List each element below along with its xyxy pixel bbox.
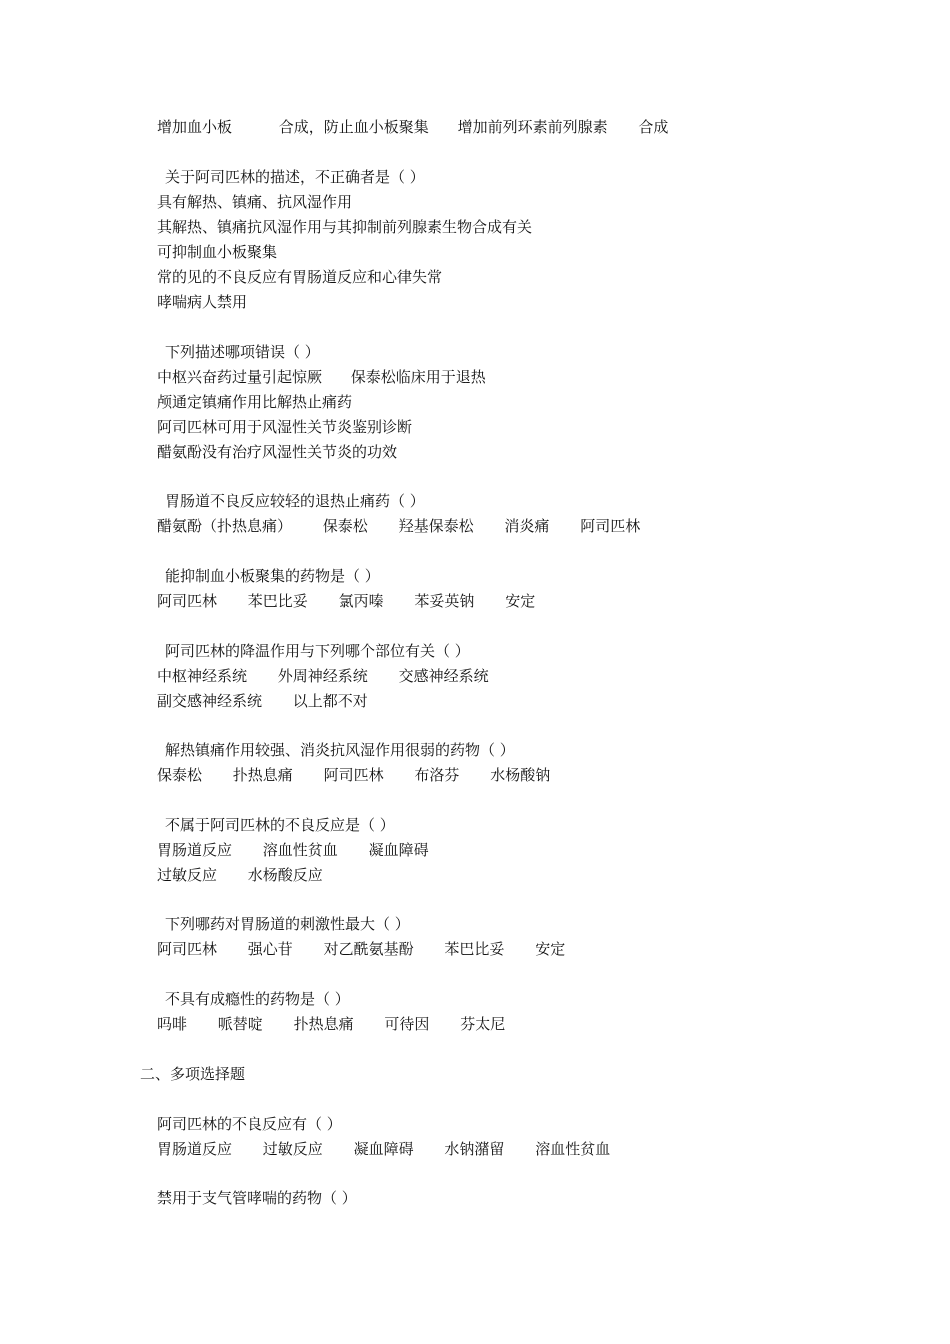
option-line [157, 516, 640, 536]
option-line: 具有解热、镇痛、抗风湿作用 [157, 193, 353, 211]
option-text: 强心苷 [247, 940, 293, 958]
option-text: 氯丙嗪 [338, 592, 384, 610]
question-stem: 阿司匹林的不良反应有（ ） [157, 1115, 342, 1133]
option-line: 颅通定镇痛作用比解热止痛药 [157, 393, 353, 411]
option-text: 水杨酸钠 [490, 766, 551, 784]
option-text: 保泰松 [322, 517, 368, 535]
option-line [157, 666, 489, 686]
option-text: 阿司匹林 [323, 766, 384, 784]
option-text: 哌替啶 [217, 1015, 263, 1033]
option-text: 胃肠道反应 [157, 1140, 233, 1158]
option-text: 交感神经系统 [398, 667, 489, 685]
option-text: 苯妥英钠 [414, 592, 475, 610]
question-stem: 下列描述哪项错误（ ） [165, 343, 320, 361]
option-text: 消炎痛 [504, 517, 550, 535]
option-text: 溶血性贫血 [262, 841, 338, 859]
option-text: 保泰松 [157, 766, 203, 784]
option-text: 过敏反应 [262, 1140, 323, 1158]
option-line [157, 591, 535, 611]
option-text: 苯巴比妥 [444, 940, 505, 958]
option-text: 胃肠道反应 [157, 841, 233, 859]
option-text: 中枢神经系统 [157, 667, 248, 685]
option-line [157, 865, 323, 885]
option-line: 阿司匹林可用于风湿性关节炎鉴别诊断 [157, 418, 413, 436]
option-text: 苯巴比妥 [247, 592, 308, 610]
option-text: 以上都不对 [292, 692, 368, 710]
question-stem: 阿司匹林的降温作用与下列哪个部位有关（ ） [165, 642, 470, 660]
option-line [157, 1139, 610, 1159]
option-line [157, 1014, 505, 1034]
option-text: 增加血小板 [157, 118, 233, 136]
question-stem: 禁用于支气管哮喘的药物（ ） [157, 1189, 357, 1207]
option-text: 外周神经系统 [277, 667, 368, 685]
option-text: 凝血障碍 [368, 841, 429, 859]
option-line [157, 367, 486, 387]
question-stem: 不属于阿司匹林的不良反应是（ ） [165, 816, 395, 834]
option-text: 芬太尼 [460, 1015, 506, 1033]
option-text: 副交感神经系统 [157, 692, 263, 710]
option-text: 凝血障碍 [353, 1140, 414, 1158]
option-text: 吗啡 [157, 1015, 188, 1033]
option-text: 合成 [638, 118, 669, 136]
question-stem: 关于阿司匹林的描述，不正确者是（ ） [165, 168, 425, 186]
option-text: 安定 [505, 592, 536, 610]
option-text: 中枢兴奋药过量引起惊厥 [157, 368, 323, 386]
option-line: 哮喘病人禁用 [157, 293, 248, 311]
question-stem: 下列哪药对胃肠道的刺激性最大（ ） [165, 915, 410, 933]
option-text: 扑热息痛 [232, 766, 293, 784]
option-text: 增加前列环素前列腺素 [457, 118, 608, 136]
option-text: 过敏反应 [157, 866, 218, 884]
option-line: 常的见的不良反应有胃肠道反应和心律失常 [157, 268, 443, 286]
option-text: 扑热息痛 [293, 1015, 354, 1033]
option-text: 布洛芬 [414, 766, 460, 784]
option-text: 合成，防止血小板聚集 [278, 118, 429, 136]
option-text: 溶血性贫血 [535, 1140, 611, 1158]
option-text: 阿司匹林 [157, 940, 218, 958]
option-line: 其解热、镇痛抗风湿作用与其抑制前列腺素生物合成有关 [157, 218, 533, 236]
option-line [157, 691, 368, 711]
option-line: 醋氨酚没有治疗风湿性关节炎的功效 [157, 443, 398, 461]
option-text: 醋氨酚（扑热息痛） [157, 517, 293, 535]
option-text: 水钠潴留 [444, 1140, 505, 1158]
section-heading: 二、多项选择题 [140, 1065, 246, 1083]
option-text: 安定 [535, 940, 566, 958]
option-text: 保泰松临床用于退热 [350, 368, 486, 386]
option-line: 可抑制血小板聚集 [157, 243, 278, 261]
option-line [157, 765, 550, 785]
option-text: 羟基保泰松 [398, 517, 474, 535]
question-stem: 能抑制血小板聚集的药物是（ ） [165, 567, 380, 585]
option-text: 阿司匹林 [580, 517, 641, 535]
option-line [157, 840, 429, 860]
option-text: 阿司匹林 [157, 592, 218, 610]
top-options-line [157, 117, 668, 137]
question-stem: 胃肠道不良反应较轻的退热止痛药（ ） [165, 492, 425, 510]
option-text: 水杨酸反应 [247, 866, 323, 884]
question-stem: 解热镇痛作用较强、消炎抗风湿作用很弱的药物（ ） [165, 741, 515, 759]
option-text: 可待因 [384, 1015, 430, 1033]
option-text: 对乙酰氨基酚 [323, 940, 414, 958]
option-line [157, 939, 565, 959]
question-stem: 不具有成瘾性的药物是（ ） [165, 990, 350, 1008]
